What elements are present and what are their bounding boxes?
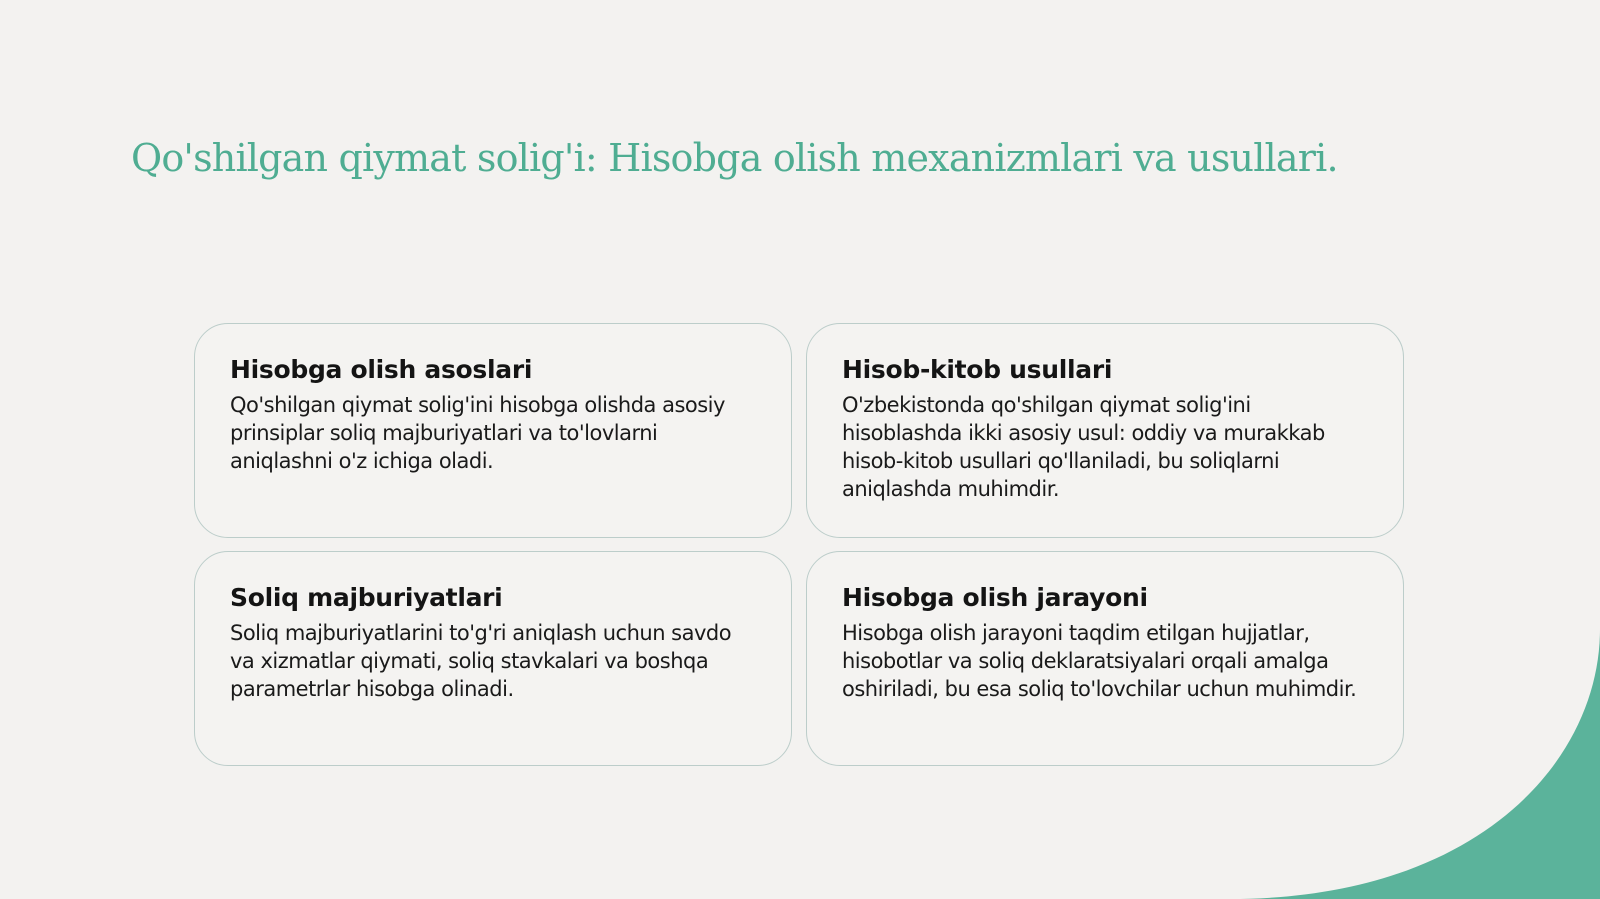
slide-title: Qo'shilgan qiymat solig'i: Hisobga olish mexanizmlari va usullari.: [131, 136, 1338, 180]
card-heading: Soliq majburiyatlari: [230, 583, 503, 612]
card-heading: Hisob-kitob usullari: [842, 355, 1113, 384]
card-text: O'zbekistonda qo'shilgan qiymat solig'ini hisoblashda ikki asosiy usul: oddiy va murakkab hisob-kitob usullari qo'llaniladi, bu soliqlarni aniqlashda muhimdir.: [842, 392, 1325, 501]
card-hisobga-olish-jarayoni: [806, 551, 1404, 766]
card-heading: Hisobga olish jarayoni: [842, 583, 1148, 612]
card-text: Soliq majburiyatlarini to'g'ri aniqlash uchun savdo va xizmatlar qiymati, soliq stavkalari va boshqa parametrlar hisobga olinadi.: [230, 620, 732, 701]
card-text: Qo'shilgan qiymat solig'ini hisobga olishda asosiy prinsiplar soliq majburiyatlari va to'lovlarni aniqlashni o'z ichiga oladi.: [230, 392, 725, 473]
card-soliq-majburiyatlari: [194, 551, 792, 766]
card-heading: Hisobga olish asoslari: [230, 355, 533, 384]
card-hisobga-olish-asoslari: [194, 323, 792, 538]
card-hisob-kitob-usullari: [806, 323, 1404, 538]
card-text: Hisobga olish jarayoni taqdim etilgan hujjatlar, hisobotlar va soliq deklaratsiyalari orqali amalga oshiriladi, bu esa soliq to'lovchilar uchun muhimdir.: [842, 620, 1357, 701]
